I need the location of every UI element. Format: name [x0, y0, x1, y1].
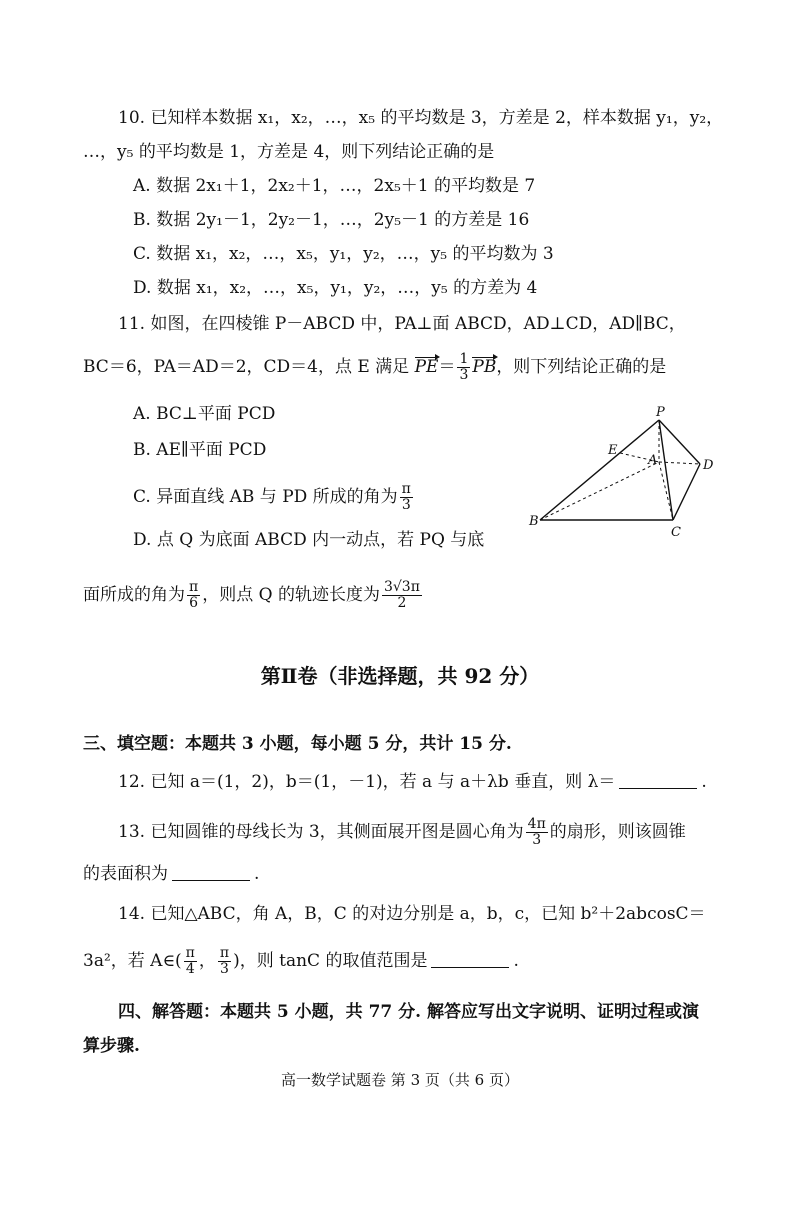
- fraction-pi-over-6: $\frac{\pi}{6}$: [189, 579, 199, 611]
- label-c: C: [671, 525, 681, 540]
- fraction-one-third: $\frac{1}{3}$: [459, 351, 469, 383]
- pyramid-figure: [528, 402, 728, 542]
- q14-answer-blank: [431, 949, 509, 968]
- q12-answer-blank: [619, 770, 697, 789]
- label-e: E: [608, 443, 618, 458]
- q11-option-c: C. 异面直线 AB 与 PD 所成的角为 $\frac{\pi}{3}$: [133, 481, 411, 513]
- section-2-title: 第Ⅱ卷（非选择题，共 92 分）: [260, 664, 540, 688]
- q13-line2: 的表面积为 .: [83, 864, 260, 884]
- q10-stem-line1: 10. 已知样本数据 x₁，x₂，…，x₅ 的平均数是 3，方差是 2，样本数据 y₁，y₂，: [118, 108, 724, 128]
- q11-option-d: D. 点 Q 为底面 ABCD 内一动点，若 PQ 与底: [133, 530, 485, 550]
- q11-option-d-cont: 面所成的角为 $\frac{\pi}{6}$ ，则点 Q 的轨迹长度为 $\frac{3√3\pi}{2}$: [83, 579, 420, 611]
- fraction-pi-over-4: $\frac{\pi}{4}$: [185, 945, 195, 977]
- q10-option-d: D. 数据 x₁，x₂，…，x₅，y₁，y₂，…，y₅ 的方差为 4: [133, 278, 538, 298]
- vector-pb: PB: [472, 357, 497, 377]
- page-footer: 高一数学试题卷 第 3 页（共 6 页）: [281, 1071, 519, 1089]
- solve-header-line2: 算步骤.: [83, 1036, 140, 1056]
- q13-line1: 13. 已知圆锥的母线长为 3，其侧面展开图是圆心角为 $\frac{4\pi}{3}$ 的扇形，则该圆锥: [118, 816, 686, 848]
- fraction-trajectory-length: $\frac{3√3\pi}{2}$: [383, 579, 420, 611]
- fraction-pi-over-3: $\frac{\pi}{3}$: [401, 481, 411, 513]
- label-a: A: [648, 453, 658, 468]
- edge-pd: [659, 420, 700, 464]
- q11-stem-line2: BC＝6，PA＝AD＝2，CD＝4，点 E 满足 PE＝ $\frac{1}{3}$ PB，则下列结论正确的是: [83, 351, 667, 383]
- q10-option-a: A. 数据 2x₁＋1，2x₂＋1，…，2x₅＋1 的平均数是 7: [133, 176, 536, 196]
- solve-header-line1: 四、解答题：本题共 5 小题，共 77 分. 解答应写出文字说明、证明过程或演: [118, 1002, 699, 1022]
- q13-answer-blank: [172, 862, 250, 881]
- q10-option-b: B. 数据 2y₁－1，2y₂－1，…，2y₅－1 的方差是 16: [133, 210, 530, 230]
- label-d: D: [703, 458, 714, 473]
- q12: 12. 已知 a＝(1，2)，b＝(1，－1)，若 a 与 a＋λb 垂直，则 λ＝ .: [118, 772, 707, 792]
- edge-cd: [673, 464, 700, 520]
- fraction-4pi-over-3: $\frac{4\pi}{3}$: [527, 816, 546, 848]
- q10-option-c: C. 数据 x₁，x₂，…，x₅，y₁，y₂，…，y₅ 的平均数为 3: [133, 244, 554, 264]
- fill-in-header: 三、填空题：本题共 3 小题，每小题 5 分，共计 15 分.: [83, 734, 512, 754]
- label-b: B: [529, 514, 539, 529]
- q11-option-a: A. BC⊥平面 PCD: [133, 404, 276, 424]
- fraction-pi-over-3-b: $\frac{\pi}{3}$: [219, 945, 230, 977]
- q11-option-b: B. AE∥平面 PCD: [133, 440, 267, 460]
- edge-pb: [540, 420, 659, 520]
- q10-stem-line2: …，y₅ 的平均数是 1，方差是 4，则下列结论正确的是: [83, 142, 495, 162]
- q14-line2: 3a²，若 A∈( $\frac{\pi}{4}$ ， $\frac{\pi}{3}$ )，则 tanC 的取值范围是 .: [83, 945, 519, 977]
- label-p: P: [656, 405, 665, 420]
- q11-stem-line1: 11. 如图，在四棱锥 P－ABCD 中，PA⊥面 ABCD，AD⊥CD，AD∥BC，: [118, 314, 686, 334]
- q14-line1: 14. 已知△ABC，角 A，B，C 的对边分别是 a，b，c，已知 b²＋2abcosC＝: [118, 904, 706, 924]
- vector-pe: PE: [414, 357, 439, 377]
